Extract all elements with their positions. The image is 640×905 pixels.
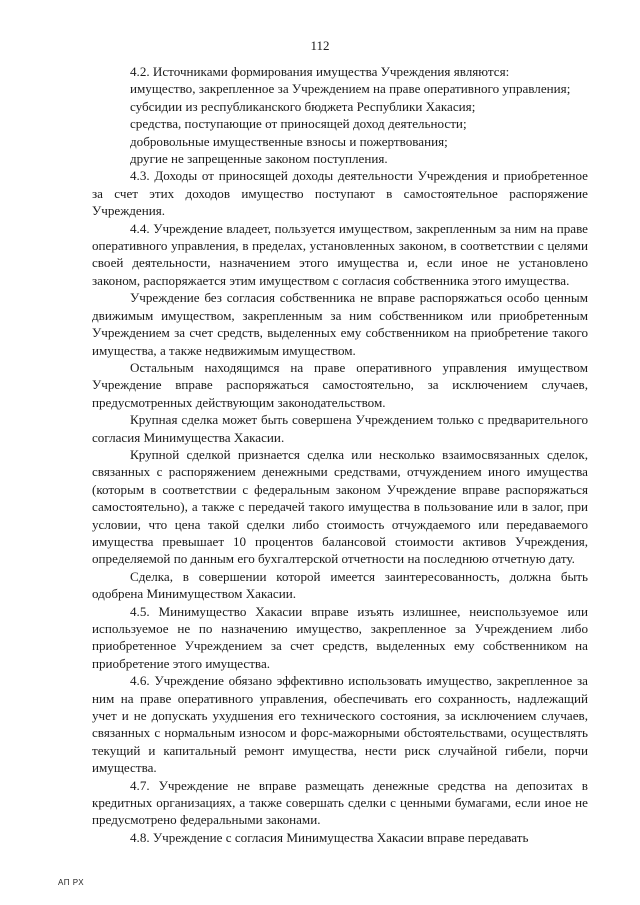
footer-mark: АП РХ <box>58 878 85 887</box>
paragraph-major-deal-definition: Крупной сделкой признается сделка или несколько взаимосвязанных сделок, связанных с распоряжением денежными средствами, отчуждением иного имущества (которым в соответствии с федеральным законом Учреждение вправе распоряжаться самостоятельно), а также с передачей такого имущества в пользование или в залог, при условии, что цена такой сделки либо стоимость отчуждаемого или передаваемого имущества превышает 10 процентов балансовой стоимости активов Учреждения, определяемой по данным его бухгалтерской отчетности на последнюю отчетную дату. <box>92 446 588 567</box>
list-item-other: другие не запрещенные законом поступления. <box>130 151 388 167</box>
document-body <box>92 63 588 846</box>
paragraph-4-3: 4.3. Доходы от приносящей доходы деятельности Учреждения и приобретенное за счет этих доходов имущество поступают в самостоятельное распоряжение Учреждения. <box>92 168 588 219</box>
paragraph-4-7: 4.7. Учреждение не вправе размещать денежные средства на депозитах в кредитных организациях, а также совершать сделки с ценными бумагами, если иное не предусмотрено федеральными законами. <box>92 777 588 828</box>
paragraph-4-2: 4.2. Источниками формирования имущества Учреждения являются: <box>130 64 510 79</box>
paragraph-major-deal: Крупная сделка может быть совершена Учреждением только с предварительного согласия Минимущества Хакасии. <box>92 412 588 445</box>
list-item-subsidies: субсидии из республиканского бюджета Республики Хакасия; <box>130 98 476 114</box>
list-item-income: средства, поступающие от приносящей доход деятельности; <box>130 116 467 132</box>
paragraph-remaining-property: Остальным находящимся на праве оперативного управления имуществом Учреждение вправе распоряжаться самостоятельно, за исключением случаев, предусмотренных действующим законодательством. <box>92 359 588 410</box>
paragraph-4-6: 4.6. Учреждение обязано эффективно использовать имущество, закрепленное за ним на праве оперативного управления, обеспечивать его сохранность, надлежащий учет и не допускать ухудшения его технического состояния, за исключением случаев, связанных с нормальным износом и форс-мажорными обстоятельствами, осуществлять текущий и капитальный ремонт имущества, нести риск случайной гибели, порчи имущества. <box>92 673 588 776</box>
list-item-property: имущество, закрепленное за Учреждением на праве оперативного управления; <box>130 81 571 97</box>
paragraph-4-8: 4.8. Учреждение с согласия Минимущества Хакасии вправе передавать <box>130 829 529 845</box>
list-item-donations: добровольные имущественные взносы и пожертвования; <box>130 133 448 149</box>
page-number: 112 <box>310 38 330 53</box>
paragraph-movable-property: Учреждение без согласия собственника не вправе распоряжаться особо ценным движимым имуществом, закрепленным за ним собственником или приобретенным Учреждением за счет средств, выделенных ему собственником на приобретение такого имущества, а также недвижимым имуществом. <box>92 290 588 358</box>
paragraph-4-4: 4.4. Учреждение владеет, пользуется имуществом, закрепленным за ним на праве оперативного управления, в пределах, установленных законом, в соответствии с целями своей деятельности, назначением этого имущества и, если иное не установлено законом, распоряжается этим имуществом с согласия собственника этого имущества. <box>92 220 588 288</box>
paragraph-4-5: 4.5. Минимущество Хакасии вправе изъять излишнее, неиспользуемое или используемое не по назначению имущество, закрепленное за Учреждением либо приобретенное Учреждением за счет средств, выделенных ему собственником на приобретение этого имущества. <box>92 603 588 671</box>
paragraph-interested-deal: Сделка, в совершении которой имеется заинтересованность, должна быть одобрена Минимуществом Хакасии. <box>92 568 588 602</box>
